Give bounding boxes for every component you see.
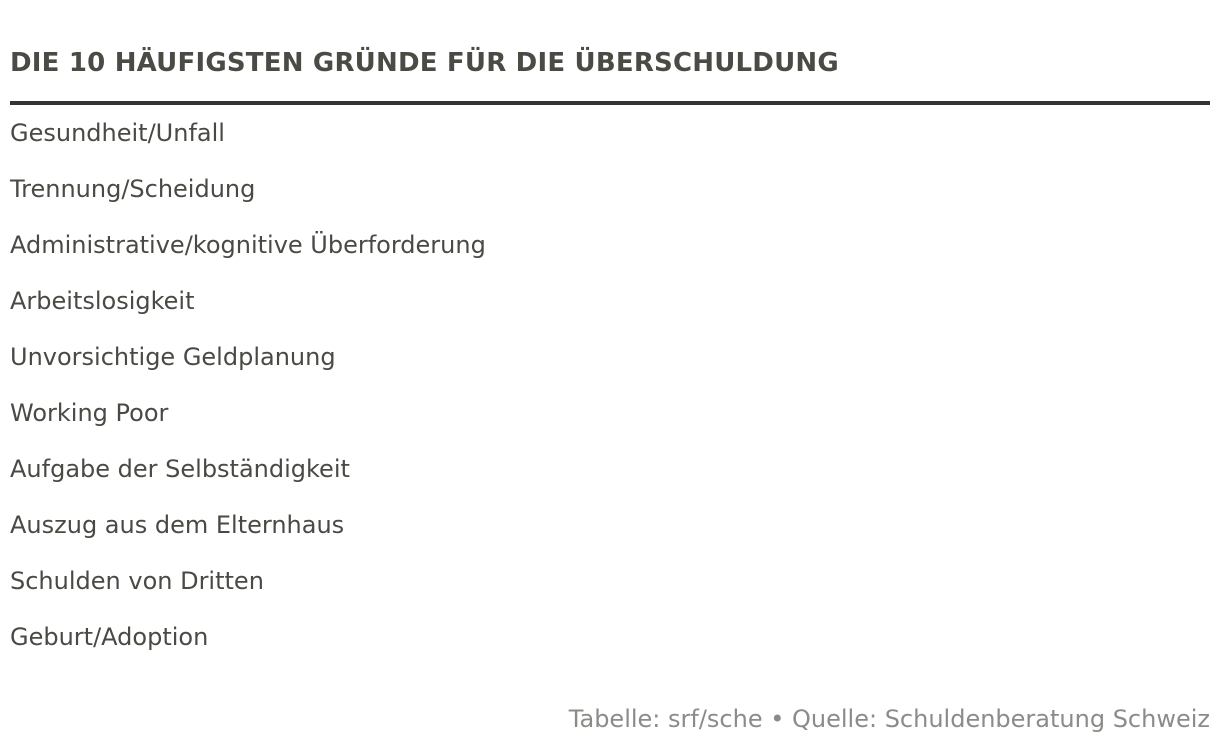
list-item: Schulden von Dritten xyxy=(10,567,264,595)
list-item: Administrative/kognitive Überforderung xyxy=(10,231,486,259)
list-item: Arbeitslosigkeit xyxy=(10,287,195,315)
source-note: Tabelle: srf/sche • Quelle: Schuldenberatung Schweiz xyxy=(568,705,1210,733)
list-item: Auszug aus dem Elternhaus xyxy=(10,511,345,539)
list-item: Aufgabe der Selbständigkeit xyxy=(10,455,350,483)
list-item: Trennung/Scheidung xyxy=(10,175,256,203)
table-title: DIE 10 HÄUFIGSTEN GRÜNDE FÜR DIE ÜBERSCHULDUNG xyxy=(10,48,839,78)
list-item: Working Poor xyxy=(10,399,169,427)
list-item: Unvorsichtige Geldplanung xyxy=(10,343,336,371)
list-item: Geburt/Adoption xyxy=(10,623,209,651)
reasons-list xyxy=(10,105,486,665)
list-item: Gesundheit/Unfall xyxy=(10,119,225,147)
